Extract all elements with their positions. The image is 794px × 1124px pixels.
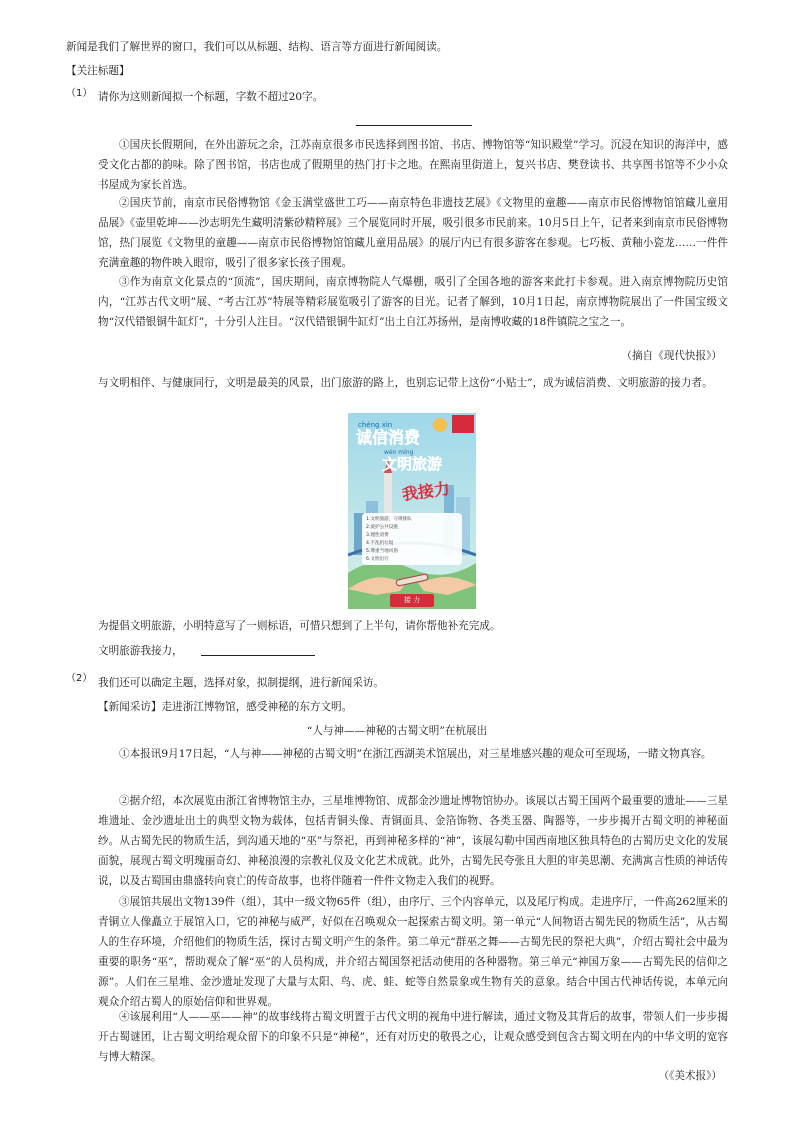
- intro-text: 新闻是我们了解世界的窗口，我们可以从标题、结构、语言等方面进行新闻阅读。: [66, 41, 448, 53]
- slogan-answer-blank[interactable]: [201, 654, 315, 656]
- poster-tip: 1.文明旅游，守规排队: [366, 517, 412, 522]
- article-title: “人与神——神秘的古蜀文明”在杭展出: [306, 725, 488, 737]
- article-paragraph: ①本报讯9月17日起，“人与神——神秘的古蜀文明”在浙江西湖美术馆展出，对三星堆感兴趣的观众可至现场，一睹文物真容。: [119, 748, 712, 760]
- poster-tip: 4.不乱扔垃圾: [366, 541, 394, 546]
- slogan-intro: 与文明相伴、与健康同行，文明是最美的风景，出门旅游的路上，也别忘记带上这份“小贴士”，成为诚信消费、文明旅游的接力者。: [98, 377, 713, 389]
- poster-tip: 6.文明出行: [366, 557, 389, 562]
- article-source: （《美术报》）: [658, 1070, 722, 1082]
- poster-tip: 3.理性消费: [366, 533, 389, 538]
- poster-pinyin-1: chéng xìn: [358, 421, 393, 429]
- news-paragraph: ①国庆长假期间，在外出游玩之余，江苏南京很多市民选择到图书馆、书店、博物馆等“知识殿堂”学习。沉浸在知识的海洋中，感受文化古都的韵味。除了图书馆，书店也成了假期里的热门打卡之地。在熙南里街道上，复兴书店、樊登读书、共享图书馆等不少小众书屋成为家长首选。: [98, 139, 728, 191]
- question-2-prompt: 我们还可以确定主题，选择对象，拟制提纲，进行新闻采访。: [98, 677, 385, 689]
- poster-slogan: 我接力: [400, 478, 452, 505]
- article-paragraph: ③展馆共展出文物139件（组），其中一级文物65件（组），由序厅、三个内容单元，以及尾厅构成。走进序厅，一件高262厘米的青铜立人像矗立于展馆入口，它的神秘与威严，好似在召唤观众一起探索古蜀文明。第一单元“人间物语古蜀先民的物质生活”，从古蜀人的生存环境，介绍他们的物质生活，探讨古蜀文明产生的条件。第二单元“群巫之舞——古蜀先民的祭祀大典”，介绍古蜀社会中最为重要的职务“巫”，帮助观众了解“巫”的人员构成，并介绍古蜀国祭祀活动使用的各种器物。第三单元“神国万象——古蜀先民的信仰之源”。人们在三星堆、金沙遗址发现了大量与太阳、鸟、虎、蛙、蛇等自然景象或生物有关的意象。结合中国古代神话传说，本单元向观众介绍古蜀人的原始信仰和世界观。: [98, 896, 728, 1008]
- poster-headline-2: 文明旅游: [382, 455, 443, 473]
- news-paragraph: ③作为南京文化景点的“顶流”，国庆期间，南京博物院人气爆棚，吸引了全国各地的游客来此打卡参观。进入南京博物院历史馆内，“江苏古代文明”展、“考古江苏”特展等精彩展览吸引了游客的目光。记者了解到，10月1日起，南京博物院展出了一件国宝级文物“汉代错银铜牛缸灯”，十分引人注目。“汉代错银铜牛缸灯”出土自江苏扬州，是南博收藏的18件镇院之宝之一。: [98, 276, 728, 328]
- section-heading: 【关注标题】: [66, 65, 130, 77]
- news-source: （摘自《现代快报》）: [621, 350, 722, 362]
- question-1-number: （1）: [66, 88, 93, 99]
- interview-heading: 【新闻采访】走进浙江博物馆，感受神秘的东方文明。: [98, 701, 353, 713]
- slogan-task: 为提倡文明旅游，小明特意写了一则标语，可惜只想到了上半句，请你帮他补充完成。: [98, 620, 501, 632]
- question-1-prompt: 请你为这则新闻拟一个标题，字数不超过20字。: [98, 91, 324, 103]
- poster-tip: 2.爱护公共设施: [366, 525, 398, 530]
- article-paragraph: ②据介绍，本次展览由浙江省博物馆主办，三星堆博物馆、成都金沙遗址博物馆协办。该展以古蜀王国两个最重要的遗址——三星堆遗址、金沙遗址出土的典型文物为载体，包括青铜头像、青铜面具、金箔饰物、各类玉器、陶器等，一步步揭开古蜀文明的神秘面纱。从古蜀先民的物质生活，到沟通天地的“巫”与祭祀，再到神秘多样的“神”，该展勾勒中国西南地区独具特色的古蜀历史文化的发展面貌，展现古蜀文明瑰丽奇幻、神秘浪漫的宗教礼仪及文化艺术成就。此外，古蜀先民夸张且大胆的审美思潮、充满寓言性质的神话传说，以及古蜀国由鼎盛转向衰亡的传奇故事，也将伴随着一件件文物走入我们的视野。: [98, 795, 728, 887]
- civilized-travel-poster: [348, 413, 476, 609]
- poster-pinyin-2: wén míng: [384, 449, 414, 456]
- poster-tips: [366, 516, 460, 564]
- headline-answer-blank[interactable]: [356, 124, 472, 126]
- news-paragraph: ②国庆节前，南京市民俗博物馆《金玉满堂盛世工巧——南京特色非遗技艺展》《文物里的童趣——南京市民俗博物馆馆藏儿童用品展》《壶里乾坤——沙志明先生藏明清紫砂精粹展》三个展览同时开展，吸引很多市民前来。10月5日上午，记者来到南京市民俗博物馆，热门展览《文物里的童趣——南京市民俗博物馆馆藏儿童用品展》的展厅内已有很多游客在参观。七巧板、黄釉小瓷龙……一件件充满童趣的物件映入眼帘，吸引了很多家长孩子围观。: [98, 197, 728, 269]
- article-paragraph: ④该展利用“人——巫——神”的故事线将古蜀文明置于古代文明的视角中进行解读，通过文物及其背后的故事，带领人们一步步揭开古蜀谜团，让古蜀文明给观众留下的印象不只是“神秘”，还有对历史的敬畏之心，让观众感受到包含古蜀文明在内的中华文明的宽容与博大精深。: [98, 1011, 728, 1063]
- question-2-number: （2）: [66, 673, 93, 684]
- poster-tip: 5.尊重当地风俗: [366, 549, 398, 554]
- poster-headline-1: 诚信消费: [356, 428, 421, 447]
- slogan-first-half: 文明旅游我接力，: [98, 645, 183, 657]
- poster-button: 接 力: [403, 596, 421, 604]
